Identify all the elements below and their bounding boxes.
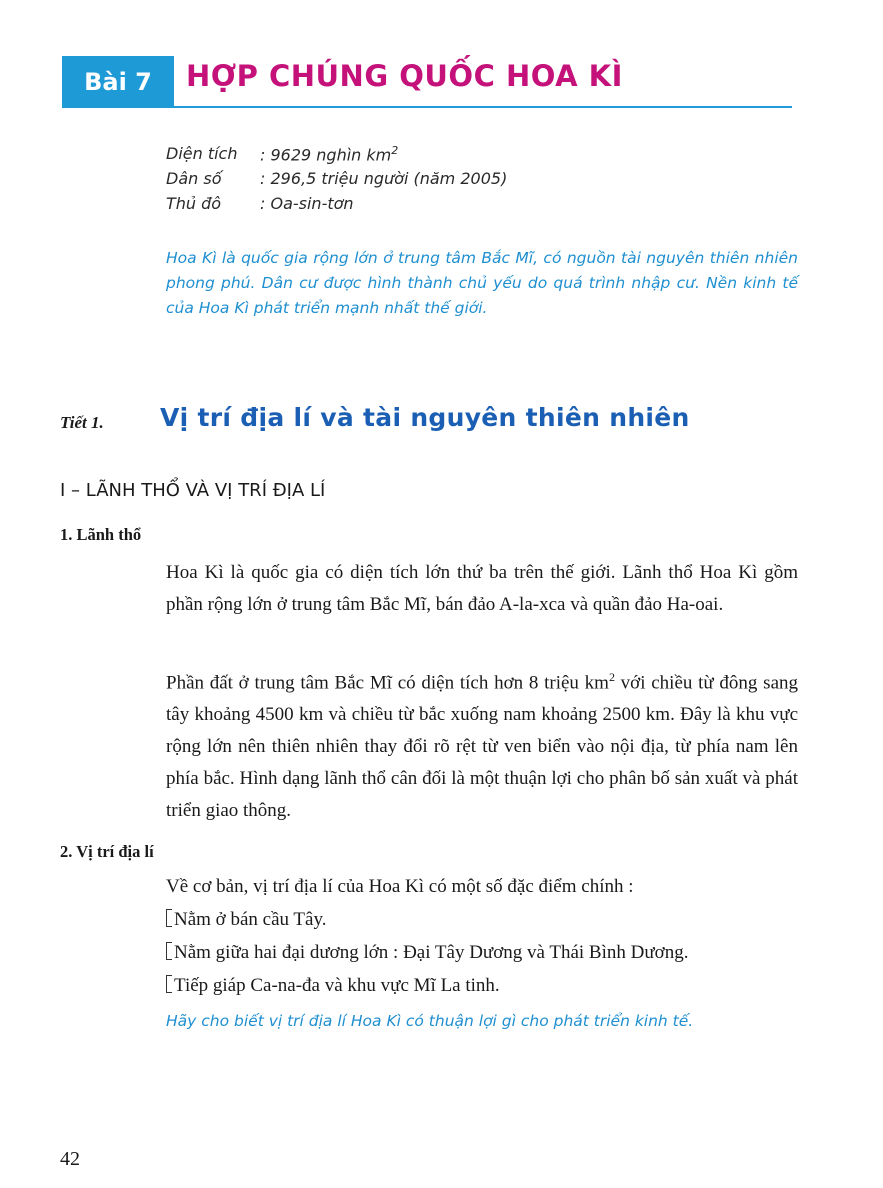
list-item-text: Nằm ở bán cầu Tây. [174, 909, 327, 930]
fact-value-text: : 9629 nghìn km [260, 145, 392, 165]
review-question: Hãy cho biết vị trí địa lí Hoa Kì có thuận lợi gì cho phát triển kinh tế. [166, 1012, 694, 1030]
period-title: Vị trí địa lí và tài nguyên thiên nhiên [160, 403, 690, 432]
bullet-icon [166, 909, 172, 927]
fact-capital [166, 194, 507, 219]
bullet-icon [166, 975, 172, 993]
list-item-text: Nằm giữa hai đại dương lớn : Đại Tây Dương và Thái Bình Dương. [174, 942, 689, 963]
subsection-heading-location: 2. Vị trí địa lí [60, 842, 154, 861]
paragraph-text: Phần đất ở trung tâm Bắc Mĩ có diện tích hơn 8 triệu km [166, 672, 609, 694]
list-item [166, 942, 688, 964]
list-item [166, 975, 500, 997]
paragraph-text: với chiều từ đông sang tây khoảng 4500 km và chiều từ bắc xuống nam khoảng 2500 km. Đây là khu vực rộng lớn nên thiên nhiên thay đổi rõ rệt từ ven biển vào nội địa, từ phía nam lên phía bắc. Hình dạng lãnh thổ cân đối là một thuận lợi cho phân bố sản xuất và phát triển giao thông. [166, 672, 798, 822]
lesson-intro: Hoa Kì là quốc gia rộng lớn ở trung tâm Bắc Mĩ, có nguồn tài nguyên thiên nhiên phong phú. Dân cư được hình thành chủ yếu do quá trình nhập cư. Nền kinh tế của Hoa Kì phát triển mạnh nhất thế giới. [166, 249, 798, 317]
page-number: 42 [60, 1148, 80, 1170]
fact-area [166, 144, 507, 169]
section-heading: I – LÃNH THỔ VÀ VỊ TRÍ ĐỊA LÍ [60, 480, 326, 501]
location-intro: Về cơ bản, vị trí địa lí của Hoa Kì có một số đặc điểm chính : [166, 876, 634, 897]
list-item-text: Tiếp giáp Ca-na-đa và khu vực Mĩ La tinh. [174, 975, 500, 996]
fact-value-sup: 2 [391, 144, 399, 157]
list-item [166, 909, 327, 931]
subsection-heading-territory: 1. Lãnh thổ [60, 525, 142, 544]
fact-population [166, 169, 507, 194]
period-label: Tiết 1. [60, 413, 104, 432]
paragraph-territory-2 [166, 661, 798, 827]
lesson-title: HỢP CHÚNG QUỐC HOA KÌ [186, 59, 623, 93]
superscript: 2 [608, 670, 615, 684]
header-divider [174, 106, 792, 108]
country-facts [166, 144, 507, 219]
fact-label: Dân số [166, 169, 222, 188]
fact-label: Thủ đô [166, 194, 222, 213]
paragraph-territory-1: Hoa Kì là quốc gia có diện tích lớn thứ ba trên thế giới. Lãnh thổ Hoa Kì gồm phần rộng lớn ở trung tâm Bắc Mĩ, bán đảo A-la-xca và quần đảo Ha-oai. [166, 562, 798, 615]
lesson-number-badge: Bài 7 [62, 56, 174, 108]
fact-value: : 296,5 triệu người (năm 2005) [260, 169, 508, 188]
fact-label: Diện tích [166, 144, 238, 163]
fact-value [260, 144, 398, 169]
fact-value: : Oa-sin-tơn [260, 194, 354, 213]
bullet-icon [166, 942, 172, 960]
